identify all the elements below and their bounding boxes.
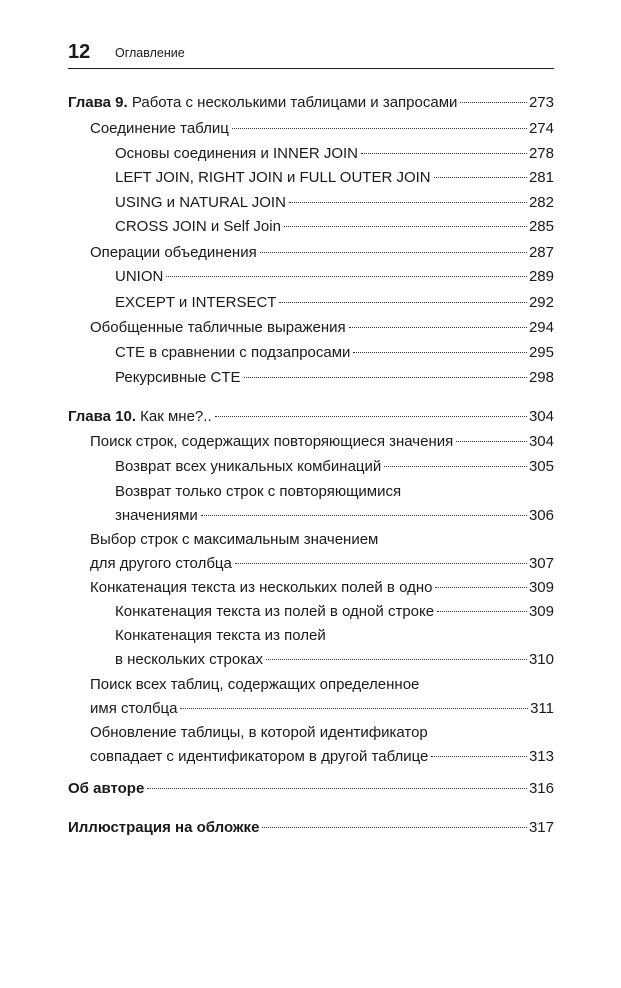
dot-leader bbox=[349, 326, 527, 328]
toc-page: 294 bbox=[528, 319, 554, 336]
dot-leader bbox=[232, 127, 527, 129]
toc-title: Возврат всех уникальных комбинаций bbox=[115, 458, 382, 475]
dot-leader bbox=[201, 514, 527, 516]
toc-subsection[interactable] bbox=[115, 341, 554, 365]
toc-subsection[interactable] bbox=[115, 265, 554, 289]
running-title: Оглавление bbox=[115, 46, 185, 60]
toc-title: Работа с несколькими таблицами и запросами bbox=[127, 94, 458, 111]
dot-leader bbox=[456, 440, 527, 442]
toc-title: Конкатенация текста из полей в одной строке bbox=[115, 603, 435, 620]
toc-title: Соединение таблиц bbox=[90, 120, 229, 137]
toc-subsection[interactable] bbox=[115, 600, 554, 624]
toc-title: LEFT JOIN, RIGHT JOIN и FULL OUTER JOIN bbox=[115, 169, 431, 186]
toc-page: 285 bbox=[528, 218, 554, 235]
toc-title: имя столбца bbox=[90, 700, 178, 717]
toc-title: Обобщенные табличные выражения bbox=[90, 319, 346, 336]
toc-title: Поиск строк, содержащих повторяющиеся значения bbox=[90, 433, 454, 450]
dot-leader bbox=[235, 562, 527, 564]
toc-page: 305 bbox=[528, 458, 554, 475]
toc-title-line: Возврат только строк с повторяющимися bbox=[115, 483, 402, 500]
page-number: 12 bbox=[68, 41, 91, 63]
toc-page: 282 bbox=[528, 194, 554, 211]
toc-title: Основы соединения и INNER JOIN bbox=[115, 145, 358, 162]
toc-chapter-9[interactable] bbox=[68, 91, 554, 115]
toc-subsection[interactable] bbox=[115, 291, 554, 315]
toc-section[interactable] bbox=[90, 241, 554, 265]
page-header bbox=[68, 40, 554, 69]
chapter-prefix: Глава 9. bbox=[68, 94, 128, 111]
toc-subsection[interactable] bbox=[115, 624, 554, 672]
toc-page: 309 bbox=[528, 579, 554, 596]
dot-leader bbox=[431, 755, 527, 757]
dot-leader bbox=[147, 787, 527, 789]
toc-page: 306 bbox=[528, 507, 554, 524]
dot-leader bbox=[260, 251, 527, 253]
toc-title: Иллюстрация на обложке bbox=[68, 819, 260, 836]
dot-leader bbox=[279, 301, 527, 303]
toc-subsection[interactable] bbox=[115, 480, 554, 528]
toc-title: в нескольких строках bbox=[115, 651, 263, 668]
toc-page: 316 bbox=[528, 780, 554, 797]
toc-page: 281 bbox=[528, 169, 554, 186]
toc-cover-illustration[interactable] bbox=[68, 816, 554, 840]
toc-section[interactable] bbox=[90, 528, 554, 576]
dot-leader bbox=[361, 152, 527, 154]
dot-leader bbox=[353, 351, 527, 353]
toc-chapter-10[interactable] bbox=[68, 405, 554, 429]
toc-page: 274 bbox=[528, 120, 554, 137]
toc-page: 287 bbox=[528, 244, 554, 261]
toc-section[interactable] bbox=[90, 721, 554, 769]
toc-page: 311 bbox=[530, 700, 554, 717]
toc-title-line: Выбор строк с максимальным значением bbox=[90, 531, 379, 548]
toc-about-author[interactable] bbox=[68, 777, 554, 801]
toc-page: 304 bbox=[528, 408, 554, 425]
dot-leader bbox=[215, 415, 527, 417]
chapter-prefix: Глава 10. bbox=[68, 408, 137, 425]
toc-page: 304 bbox=[528, 433, 554, 450]
toc-title: Конкатенация текста из нескольких полей в одно bbox=[90, 579, 433, 596]
dot-leader bbox=[437, 610, 527, 612]
toc-page: 298 bbox=[528, 369, 554, 386]
toc-page: 309 bbox=[528, 603, 554, 620]
toc-section[interactable] bbox=[90, 117, 554, 141]
toc-subsection[interactable] bbox=[115, 366, 554, 390]
dot-leader bbox=[384, 465, 527, 467]
toc-subsection[interactable] bbox=[115, 166, 554, 190]
toc-subsection[interactable] bbox=[115, 215, 554, 239]
toc-title: CROSS JOIN и Self Join bbox=[115, 218, 281, 235]
toc-page: 278 bbox=[528, 145, 554, 162]
toc-section[interactable] bbox=[90, 673, 554, 721]
dot-leader bbox=[266, 658, 527, 660]
toc-title: совпадает с идентификатором в другой таблице bbox=[90, 748, 429, 765]
toc-title: EXCEPT и INTERSECT bbox=[115, 294, 277, 311]
toc-title: USING и NATURAL JOIN bbox=[115, 194, 286, 211]
dot-leader bbox=[262, 826, 527, 828]
toc-title-line: Обновление таблицы, в которой идентификатор bbox=[90, 724, 428, 741]
toc-title: UNION bbox=[115, 268, 164, 285]
toc-page: 292 bbox=[528, 294, 554, 311]
toc-page: 313 bbox=[528, 748, 554, 765]
toc-page: 317 bbox=[528, 819, 554, 836]
toc-page: 289 bbox=[528, 268, 554, 285]
toc-page: 307 bbox=[528, 555, 554, 572]
toc-title-line: Поиск всех таблиц, содержащих определенное bbox=[90, 676, 420, 693]
toc-page: 295 bbox=[528, 344, 554, 361]
dot-leader bbox=[180, 707, 528, 709]
toc-title-line: Конкатенация текста из полей bbox=[115, 627, 326, 644]
dot-leader bbox=[435, 586, 527, 588]
dot-leader bbox=[289, 201, 527, 203]
toc-title: Как мне?.. bbox=[136, 408, 212, 425]
dot-leader bbox=[166, 275, 527, 277]
toc-title: CTE в сравнении с подзапросами bbox=[115, 344, 351, 361]
toc-title: для другого столбца bbox=[90, 555, 232, 572]
toc-section[interactable] bbox=[90, 430, 554, 454]
toc-section[interactable] bbox=[90, 576, 554, 600]
dot-leader bbox=[244, 376, 527, 378]
toc-page: 310 bbox=[528, 651, 554, 668]
toc-subsection[interactable] bbox=[115, 191, 554, 215]
dot-leader bbox=[284, 225, 527, 227]
toc-subsection[interactable] bbox=[115, 455, 554, 479]
toc-title: Операции объединения bbox=[90, 244, 257, 261]
dot-leader bbox=[434, 176, 527, 178]
toc-page: 273 bbox=[528, 94, 554, 111]
toc-title: Об авторе bbox=[68, 780, 145, 797]
dot-leader bbox=[460, 101, 527, 103]
toc-title: Рекурсивные CTE bbox=[115, 369, 241, 386]
toc-section[interactable] bbox=[90, 316, 554, 340]
toc-subsection[interactable] bbox=[115, 142, 554, 166]
toc-title: значениями bbox=[115, 507, 198, 524]
